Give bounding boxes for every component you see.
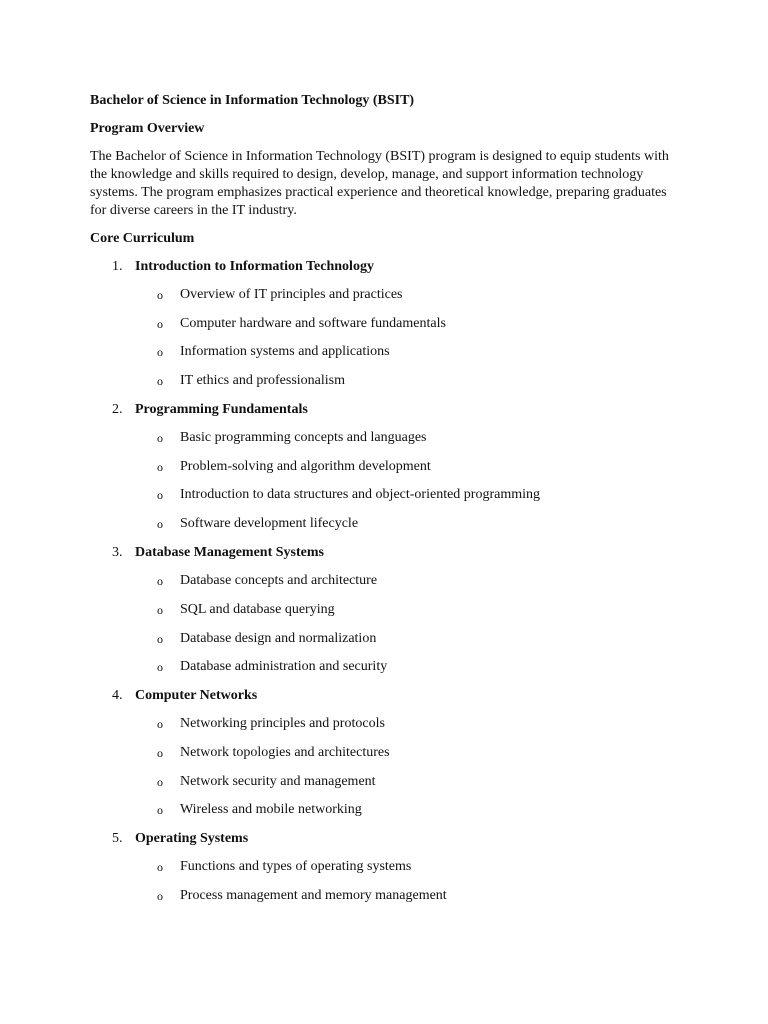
circle-bullet-icon: o <box>157 288 163 302</box>
topic-item <box>90 486 678 504</box>
topic-list <box>90 429 678 533</box>
topic-text: Software development lifecycle <box>180 516 359 532</box>
course-list <box>90 258 678 905</box>
topic-item <box>90 744 678 762</box>
circle-bullet-icon: o <box>157 631 163 646</box>
course-number: 1. <box>112 259 123 274</box>
course-title: Programming Fundamentals <box>135 402 308 418</box>
circle-bullet-icon: o <box>157 517 163 532</box>
topic-item <box>90 601 678 619</box>
topic-item <box>90 658 678 676</box>
document-title: Bachelor of Science in Information Technology (BSIT) <box>90 93 415 108</box>
topic-text: Database concepts and architecture <box>180 573 378 589</box>
course-number: 3. <box>112 545 123 561</box>
circle-bullet-icon: o <box>157 888 163 903</box>
course-item-3 <box>90 544 678 676</box>
topic-text: Functions and types of operating systems <box>180 859 412 875</box>
topic-text: Database design and normalization <box>180 630 377 646</box>
topic-item <box>90 715 678 733</box>
topic-text: Wireless and mobile networking <box>180 802 362 818</box>
circle-bullet-icon: o <box>157 660 163 675</box>
topic-list <box>90 286 678 390</box>
circle-bullet-icon: o <box>157 803 163 818</box>
circle-bullet-icon: o <box>157 374 163 389</box>
course-item-5 <box>90 830 678 905</box>
circle-bullet-icon: o <box>157 574 163 589</box>
topic-list <box>90 572 678 676</box>
course-title: Database Management Systems <box>135 545 324 561</box>
topic-text: Basic programming concepts and languages <box>180 430 427 446</box>
circle-bullet-icon: o <box>157 602 163 617</box>
topic-text: Problem-solving and algorithm development <box>180 458 431 474</box>
topic-item <box>90 286 678 304</box>
topic-text: Network security and management <box>180 773 376 789</box>
topic-text: Computer hardware and software fundamentals <box>180 315 446 331</box>
course-title: Operating Systems <box>135 831 249 847</box>
topic-text: IT ethics and professionalism <box>180 373 345 389</box>
circle-bullet-icon: o <box>157 745 163 760</box>
program-overview-text: The Bachelor of Science in Information Technology (BSIT) program is designed to equip students with the knowledge and skills required to design, develop, manage, and support information technology systems. The program emphasizes practical experience and theoretical knowledge, preparing graduates for diverse careers in the IT industry. <box>90 149 669 218</box>
topic-text: SQL and database querying <box>180 601 335 617</box>
course-item-2 <box>90 401 678 533</box>
circle-bullet-icon: o <box>157 860 163 875</box>
topic-item <box>90 515 678 533</box>
topic-item <box>90 343 678 361</box>
course-item-4 <box>90 687 678 819</box>
topic-item <box>90 801 678 819</box>
topic-text: Information systems and applications <box>180 344 390 360</box>
topic-item <box>90 572 678 590</box>
circle-bullet-icon: o <box>157 717 163 732</box>
topic-text: Process management and memory management <box>180 887 447 903</box>
course-number: 5. <box>112 831 123 847</box>
circle-bullet-icon: o <box>157 774 163 789</box>
topic-item <box>90 372 678 390</box>
circle-bullet-icon: o <box>157 345 163 360</box>
topic-item <box>90 858 678 876</box>
topic-item <box>90 773 678 791</box>
course-item-1 <box>90 258 678 390</box>
topic-text: Network topologies and architectures <box>180 744 390 760</box>
topic-text: Introduction to data structures and object-oriented programming <box>180 487 541 503</box>
topic-item <box>90 887 678 905</box>
topic-text: Networking principles and protocols <box>180 716 385 732</box>
course-title: Computer Networks <box>135 688 258 704</box>
core-curriculum-heading: Core Curriculum <box>90 231 195 246</box>
circle-bullet-icon: o <box>157 459 163 474</box>
circle-bullet-icon: o <box>157 488 163 503</box>
topic-list <box>90 715 678 819</box>
topic-text: Overview of IT principles and practices <box>180 287 403 302</box>
topic-item <box>90 429 678 447</box>
program-overview-heading: Program Overview <box>90 121 205 136</box>
topic-item <box>90 458 678 476</box>
topic-item <box>90 315 678 333</box>
course-title: Introduction to Information Technology <box>135 259 374 274</box>
topic-list <box>90 858 678 905</box>
course-number: 4. <box>112 688 123 704</box>
topic-item <box>90 630 678 648</box>
course-number: 2. <box>112 402 123 418</box>
circle-bullet-icon: o <box>157 431 163 446</box>
circle-bullet-icon: o <box>157 316 163 331</box>
topic-text: Database administration and security <box>180 659 388 675</box>
